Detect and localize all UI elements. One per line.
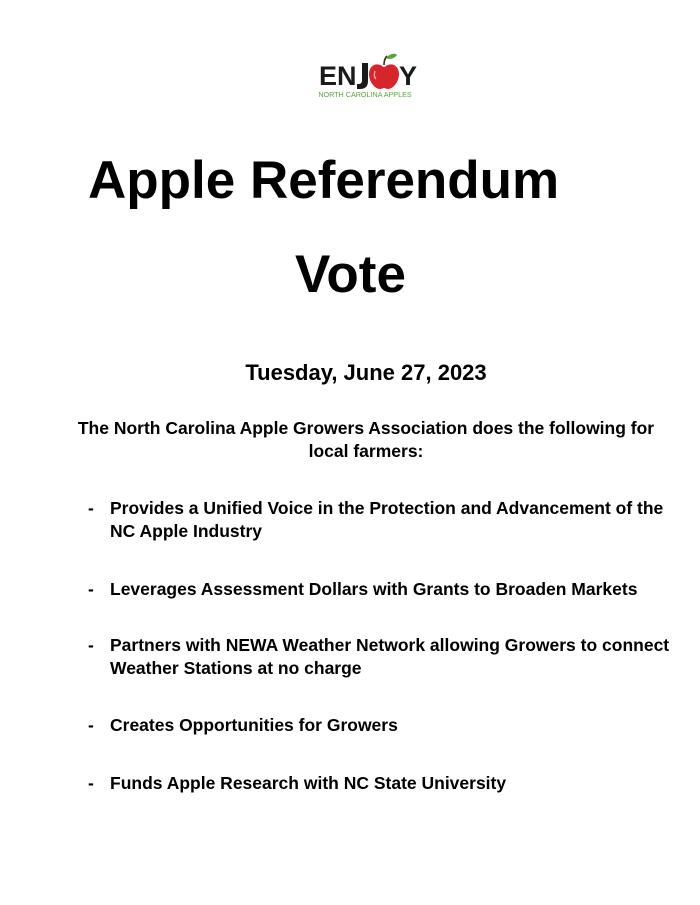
logo-tagline: NORTH CAROLINA APPLES	[318, 90, 412, 99]
list-item-text: Partners with NEWA Weather Network allowing Growers to connect Weather Stations at no charge	[110, 635, 670, 678]
list-item-text: Provides a Unified Voice in the Protection and Advancement of the NC Apple Industry	[110, 498, 664, 541]
list-item-text: Funds Apple Research with NC State University	[110, 773, 507, 793]
list-item-text: Creates Opportunities for Growers	[110, 715, 398, 735]
logo-word-right: Y	[399, 61, 418, 91]
bullet-marker: -	[88, 635, 94, 655]
intro-paragraph: The North Carolina Apple Growers Association does the following for local farmers:	[77, 418, 655, 461]
bullet-marker: -	[88, 715, 94, 735]
enjoy-nc-apples-logo	[300, 48, 430, 103]
page-title-line-1: Apple Referendum	[88, 151, 560, 210]
page-title-line-2: Vote	[295, 245, 406, 304]
logo-word-left: EN	[319, 61, 357, 91]
apple-icon	[369, 54, 399, 89]
bullet-marker: -	[88, 773, 94, 793]
bullet-marker: -	[88, 579, 94, 599]
list-item-text: Leverages Assessment Dollars with Grants to Broaden Markets	[110, 579, 638, 599]
bullet-marker: -	[88, 498, 94, 518]
logo-letter-j	[357, 63, 368, 89]
event-date: Tuesday, June 27, 2023	[245, 360, 487, 385]
